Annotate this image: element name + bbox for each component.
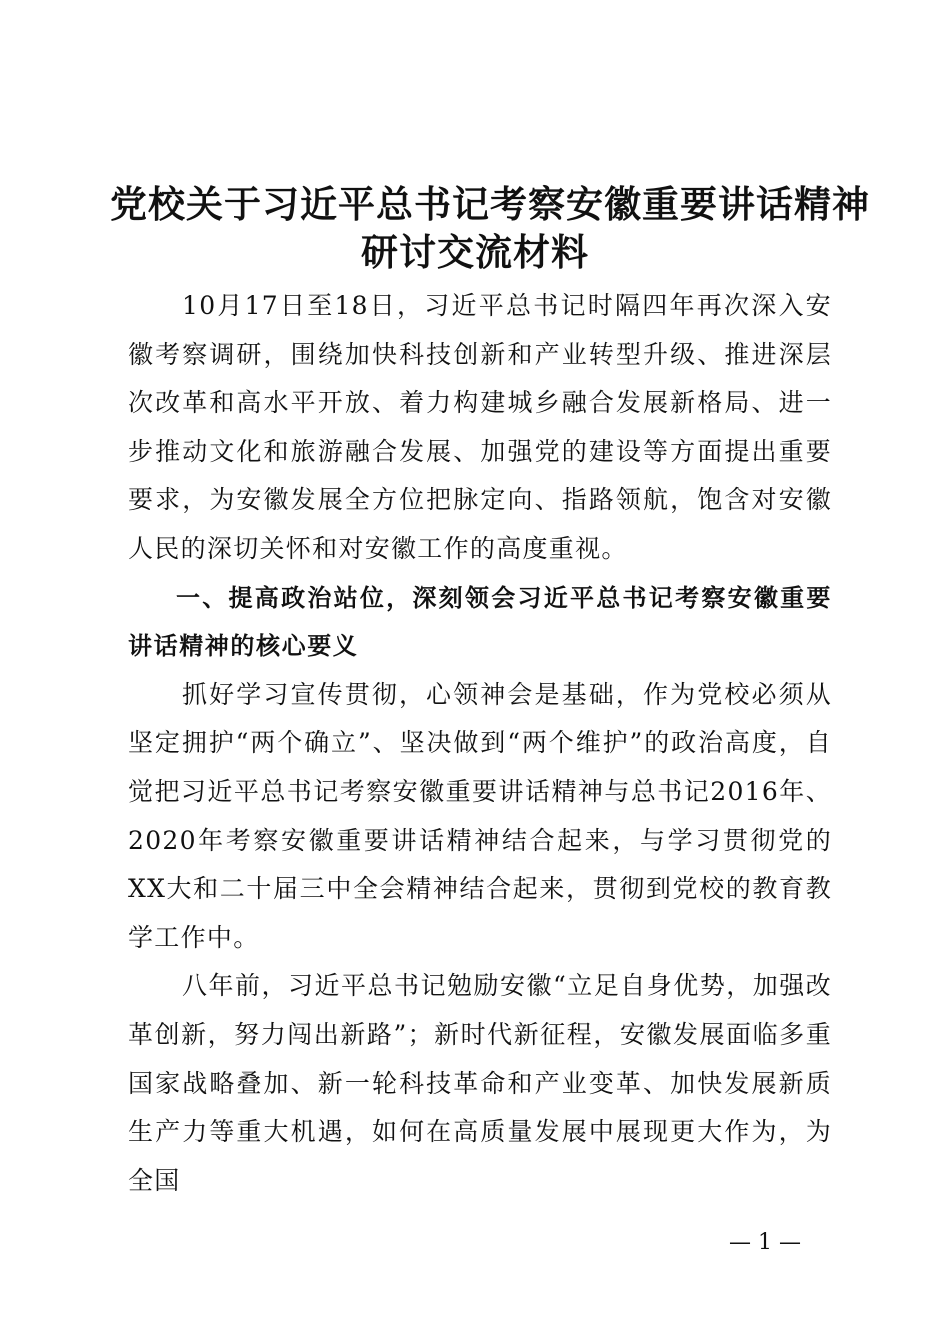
document-body	[128, 282, 832, 1205]
section-heading-1: 一、提高政治站位，深刻领会习近平总书记考察安徽重要讲话精神的核心要义	[128, 583, 832, 661]
paragraph-study: 抓好学习宣传贯彻，心领神会是基础，作为党校必须从坚定拥护“两个确立”、坚决做到“两个维护”的政治高度，自觉把习近平总书记考察安徽重要讲话精神与总书记2016年、2020年考察安徽重要讲话精神结合起来，与学习贯彻党的XX大和二十届三中全会精神结合起来，贯彻到党校的教育教学工作中。	[128, 679, 832, 952]
document-title-line-2: 研讨交流材料	[361, 230, 589, 274]
paragraph-intro: 10月17日至18日，习近平总书记时隔四年再次深入安徽考察调研，围绕加快科技创新和产业转型升级、推进深层次改革和高水平开放、着力构建城乡融合发展新格局、进一步推动文化和旅游融合发展、加强党的建设等方面提出重要要求，为安徽发展全方位把脉定向、指路领航，饱含对安徽人民的深切关怀和对安徽工作的高度重视。	[128, 291, 832, 563]
document-title-line-1: 党校关于习近平总书记考察安徽重要讲话精神	[110, 182, 870, 226]
paragraph-eight-years: 八年前，习近平总书记勉励安徽“立足自身优势，加强改革创新，努力闯出新路”；新时代新征程，安徽发展面临多重国家战略叠加、新一轮科技革命和产业变革、加快发展新质生产力等重大机遇，如何在高质量发展中展现更大作为，为全国	[128, 971, 832, 1195]
page-number: — 1 —	[729, 1230, 801, 1255]
